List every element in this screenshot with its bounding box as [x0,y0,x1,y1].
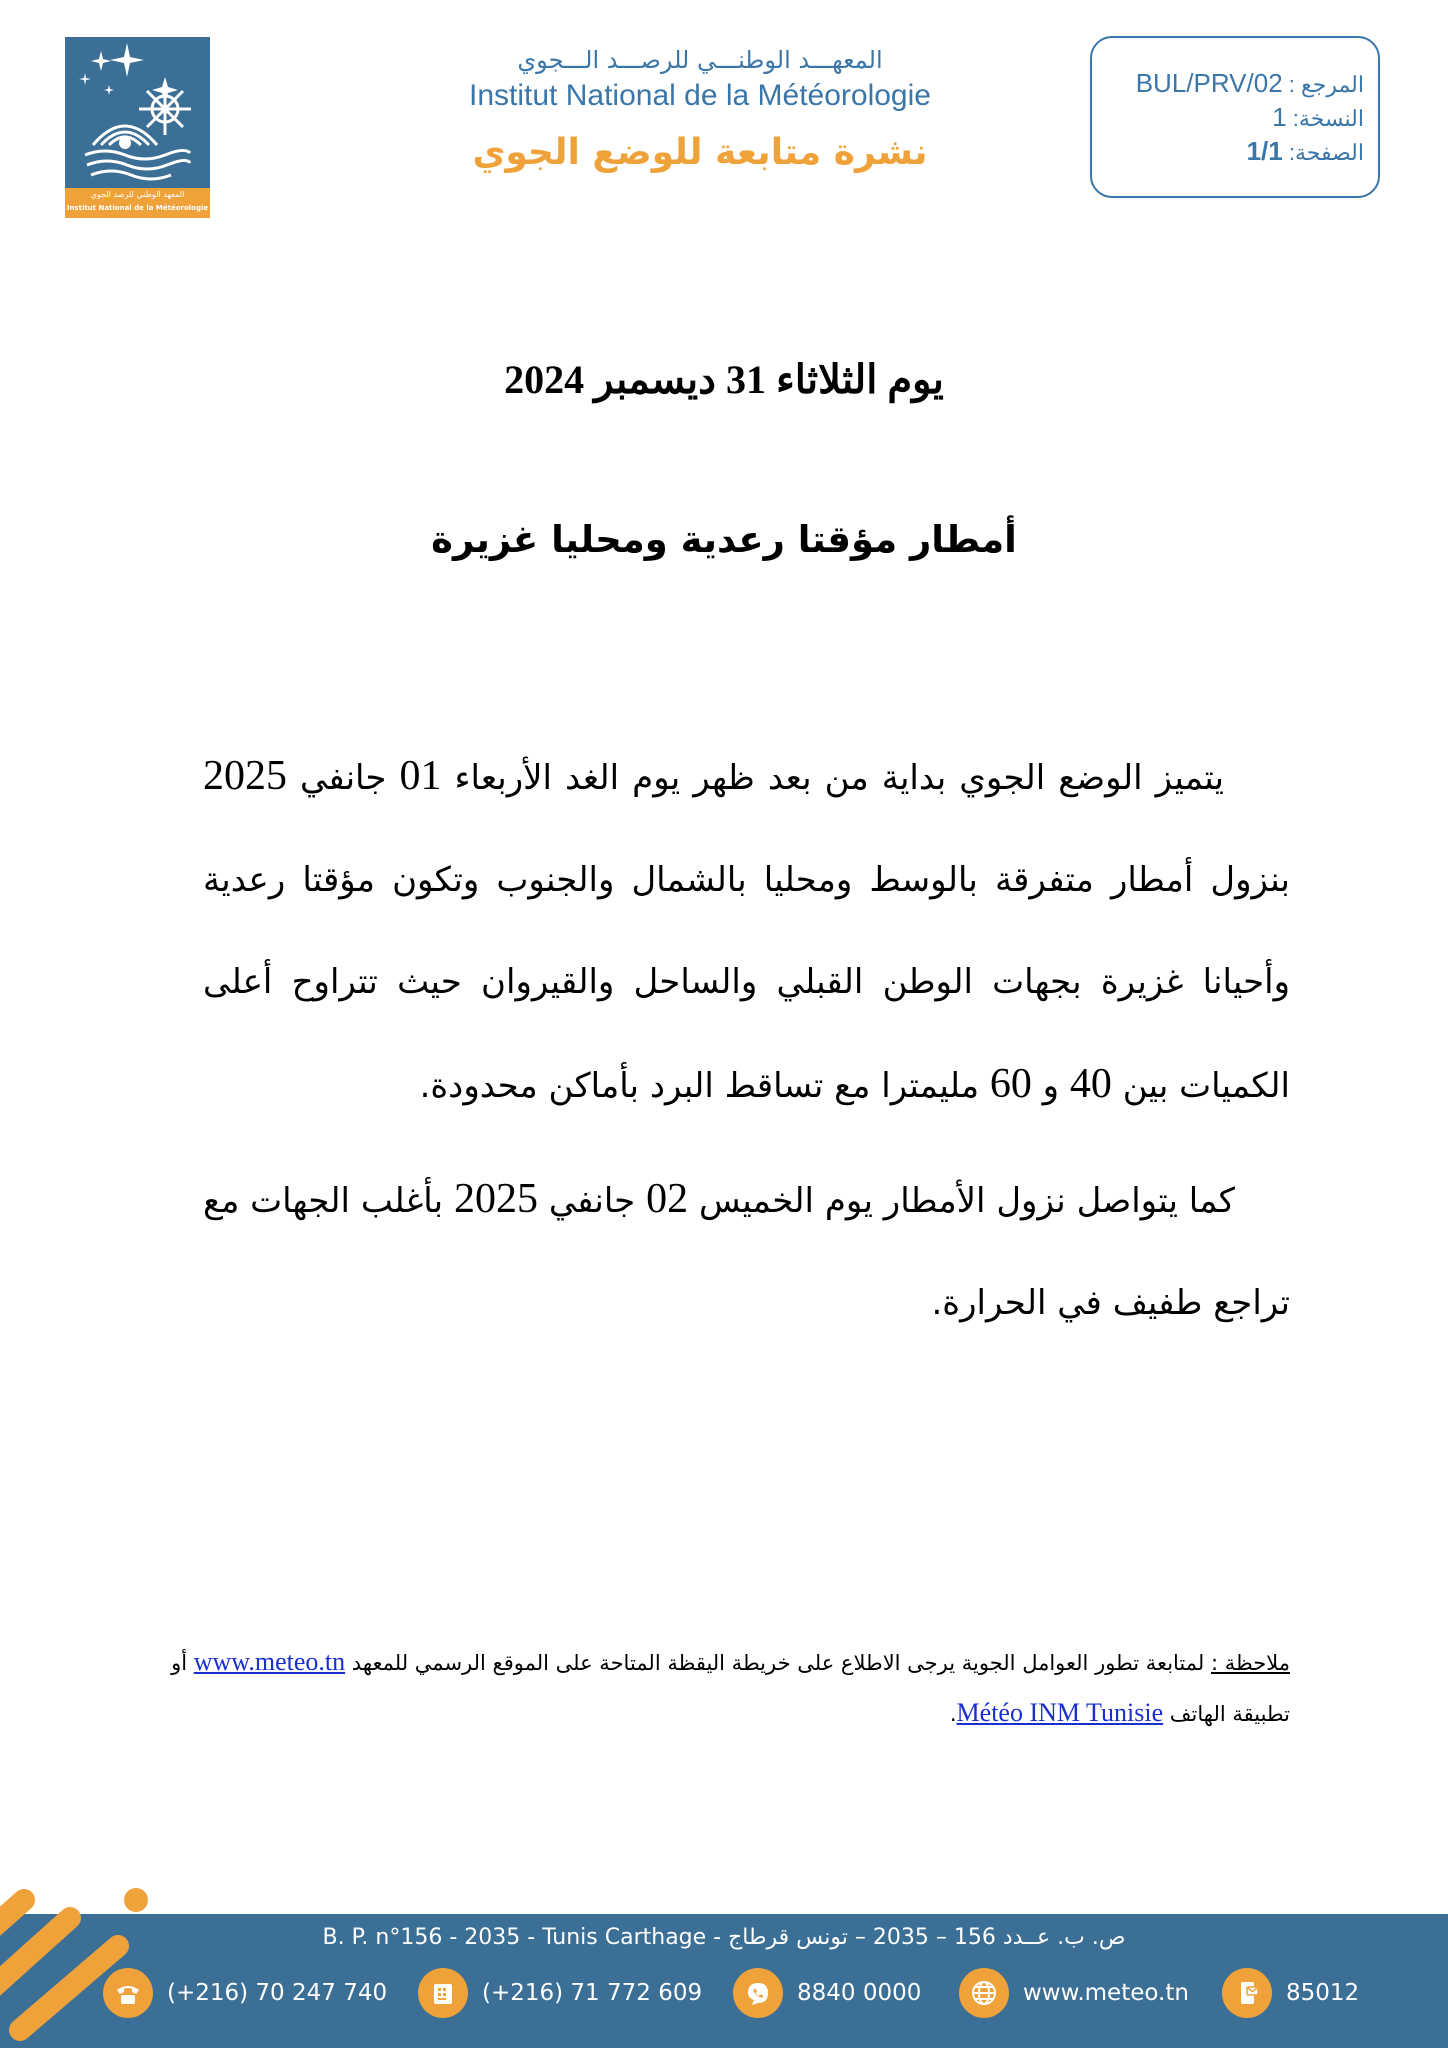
p1-text-c: جانفي [287,758,400,798]
reference-box [1090,36,1380,198]
note-text-3: . [949,1702,957,1726]
bulletin-title: نشرة متابعة للوضع الجوي [472,132,928,173]
p2-text-a: كما يتواصل نزول الأمطار يوم الخميس [688,1181,1235,1221]
p2-text-c: جانفي [537,1181,647,1221]
header-title-block [400,42,1000,178]
globe-icon [959,1968,1009,2018]
reference-value: BUL/PRV/02 [1135,68,1283,98]
hotline-number: 8840 0000 [797,1980,922,2006]
p1-text-e: بنزول أمطار متفرقة بالوسط ومحليا بالشمال والجنوب وتكون مؤقتا رعدية وأحيانا غزيرة بجهات الوطن القبلي والساحل والقيروان حيث تتراوح أعلى الكميات بين [203,860,1290,1106]
note-paragraph [108,1637,1290,1739]
meteo-website-link[interactable]: www.meteo.tn [193,1647,346,1676]
institute-name-arabic: المعهـــد الوطنـــي للرصـــد الـــجوي [517,46,883,74]
p1-year-number: 2025 [203,753,287,799]
fax-number: (+216) 71 772 609 [482,1980,703,2006]
p1-text-a: يتميز الوضع الجوي بداية من بعد ظهر يوم الغد الأربعاء [441,758,1224,798]
sms-number: 85012 [1286,1980,1360,2006]
logo-band [65,188,210,218]
footer-fax [418,1967,702,2019]
meteo-app-link[interactable]: Météo INM Tunisie [956,1698,1164,1727]
forecast-paragraph-2 [203,1148,1290,1354]
reference-row [1136,68,1364,99]
page-value: 1/1 [1246,136,1283,166]
website-url: www.meteo.tn [1023,1980,1189,2006]
note-label: ملاحظة : [1211,1651,1290,1675]
p2-text-e: بأغلب الجهات مع تراجع طفيف في الحرارة. [203,1181,1290,1323]
p1-min-amount: 40 [1069,1061,1112,1107]
version-row [1272,102,1364,133]
footer-website[interactable] [959,1967,1189,2019]
version-label: النسخة: [1292,106,1364,131]
sms-icon [1222,1968,1272,2018]
p2-year-number: 2025 [453,1176,538,1222]
bulletin-headline: أمطار مؤقتا رعدية ومحليا غزيرة [431,518,1017,561]
note-text-1: لمتابعة تطور العوامل الجوية يرجى الاطلاع على خريطة اليقظة المتاحة على الموقع الرسمي للمعهد [345,1651,1211,1675]
bulletin-date: يوم الثلاثاء 31 ديسمبر 2024 [504,357,944,402]
p1-max-amount: 60 [989,1061,1032,1107]
p1-text-g: و [1031,1066,1070,1106]
footer-phone [103,1967,387,2019]
footer-stripes-decoration [0,1860,160,2048]
note-text-2: أو تطبيقة الهاتف [171,1651,1290,1726]
p2-day-number: 02 [646,1176,689,1222]
footer-address: B. P. n°156 - 2035 - Tunis Carthage - ص. ب. عــدد 156 – 2035 – تونس قرطاج [322,1925,1126,1950]
forecast-paragraph-1 [203,725,1290,1137]
institute-name-french: Institut National de la Météorologie [469,79,931,112]
logo-emblem-icon [65,37,210,188]
p1-text-i: مليمترا مع تساقط البرد بأماكن محدودة. [419,1066,990,1106]
logo-french-text: Institut National de la Météorologie [66,204,209,212]
fax-icon [418,1968,468,2018]
footer-hotline [733,1967,921,2019]
page-number-row [1247,136,1364,167]
page-label: الصفحة: [1288,140,1364,165]
footer-sms [1222,1967,1359,2019]
phone-icon [103,1968,153,2018]
p1-day-number: 01 [399,753,442,799]
hotline-icon [733,1968,783,2018]
reference-label: المرجع : [1288,72,1364,97]
logo-arabic-text: المعهد الوطني للرصد الجوي [90,190,185,199]
version-value: 1 [1272,102,1287,132]
institute-logo [65,37,210,218]
phone-number: (+216) 70 247 740 [167,1980,388,2006]
